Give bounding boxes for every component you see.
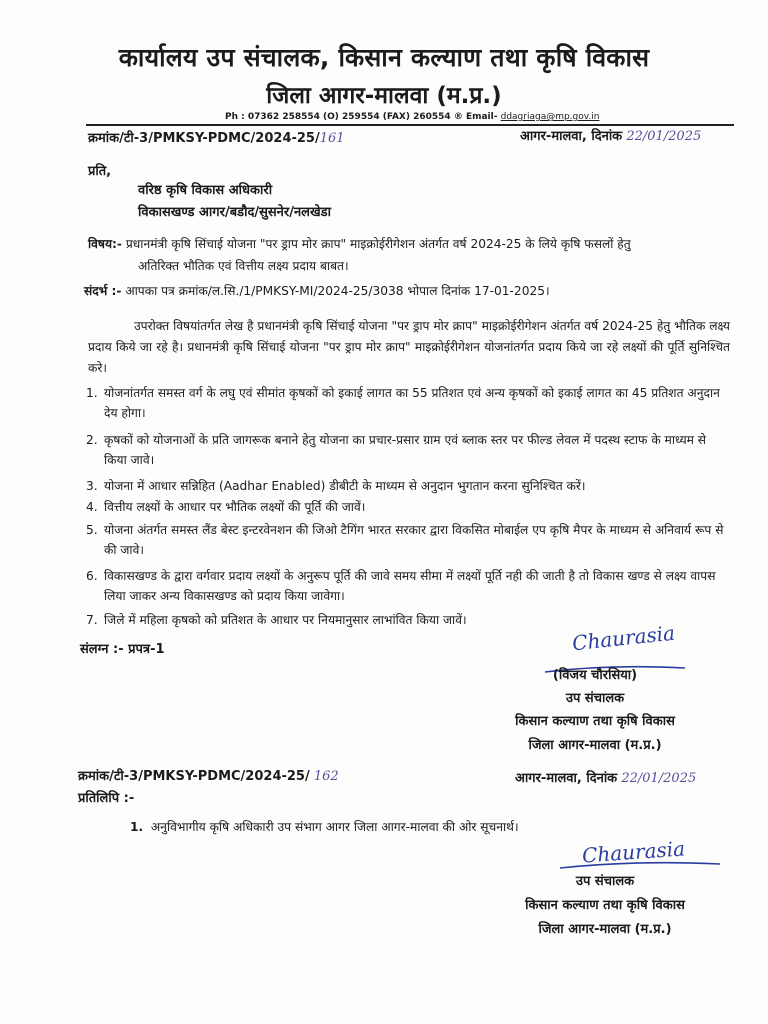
copy-ref-number: क्रमांक/टी-3/PMKSY-PDMC/2024-25/ <box>78 769 310 784</box>
list-item-text: योजना में आधार सन्निहित (Aadhar Enabled) डीबीटी के माध्यम से अनुदान भुगतान करना सुनिश्चित करें। <box>104 479 586 493</box>
signatory-name: (विजय चौरसिया) <box>552 668 638 683</box>
letter-date-handwritten: 22/01/2025 <box>626 129 702 144</box>
office-heading: कार्यालय उप संचालक, किसान कल्याण तथा कृषि विकास <box>118 43 650 72</box>
signatory-designation: उप संचालक <box>565 691 625 706</box>
subject-label: विषय:- <box>88 237 122 251</box>
copy-item-text: अनुविभागीय कृषि अधिकारी उप संभाग आगर जिला आगर-मालवा की ओर सूचनार्थ। <box>150 820 519 834</box>
header-divider <box>86 124 734 126</box>
signatory-office: किसान कल्याण तथा कृषि विकास <box>515 714 675 729</box>
list-item-number: 3. <box>86 479 98 493</box>
recipient-line-2: विकासखण्ड आगर/बडौद/सुसनेर/नलखेडा <box>138 205 331 220</box>
to-label: प्रति, <box>88 164 112 179</box>
copy-signatory-office: किसान कल्याण तथा कृषि विकास <box>525 898 685 913</box>
reference-label: संदर्भ :- <box>84 284 122 298</box>
copy-place-date: आगर-मालवा, दिनांक <box>515 771 618 786</box>
list-item-number: 5. <box>86 523 98 537</box>
reference-text: आपका पत्र क्रमांक/ल.सि./1/PMKSY-MI/2024-25/3038 भोपाल दिनांक 17-01-2025। <box>125 284 550 298</box>
list-item <box>86 497 730 517</box>
list-item-text: जिले में महिला कृषको को प्रतिशत के आधार पर नियमानुसार लाभांवित किया जावें। <box>104 613 467 627</box>
signature-2: Chaurasia <box>581 836 686 868</box>
copy-ref-handwritten: 162 <box>313 769 339 784</box>
list-item <box>86 383 730 423</box>
list-item-number: 4. <box>86 500 98 514</box>
letter-ref-number: क्रमांक/टी-3/PMKSY-PDMC/2024-25/ <box>88 131 320 146</box>
copy-signatory-district: जिला आगर-मालवा (म.प्र.) <box>538 922 672 937</box>
list-item-number: 2. <box>86 433 98 447</box>
copy-item <box>130 817 519 838</box>
subject-line-1: प्रधानमंत्री कृषि सिंचाई योजना "पर ड्राप मोर क्राप" माइक्रोईरीगेशन अंतर्गत वर्ष 2024-25 के लिये कृषि फसलों हेतु <box>125 237 631 251</box>
list-item-text: योजना अंतर्गत समस्त लैंड बेस्ट इन्टरवेनशन की जिओ टैगिंग भारत सरकार द्वारा विकसित मोबाईल एप कृषि मैपर के माध्यम से अनिवार्य रूप से की जावे। <box>104 523 724 557</box>
list-item <box>86 520 730 560</box>
contact-email: ddagriaga@mp.gov.in <box>500 112 600 122</box>
district-heading: जिला आगर-मालवा (म.प्र.) <box>266 83 502 109</box>
list-item-number: 6. <box>86 569 98 583</box>
body-paragraph: उपरोक्त विषयांतर्गत लेख है प्रधानमंत्री कृषि सिंचाई योजना "पर ड्राप मोर क्राप" माइक्रोईरीगेशन अंतर्गत वर्ष 2024-25 हेतु भौतिक लक्ष्य प्रदाय किये जा रहे है। प्रधानमंत्री कृषि सिंचाई योजना "पर ड्राप मोर क्राप" माइक्रोईरीगेशन योजनांतर्गत प्रदाय किये जा रहे लक्ष्यों की पूर्ति सुनिश्चित करे। <box>88 319 730 375</box>
list-item-text: विकासखण्ड के द्वारा वर्गवार प्रदाय लक्ष्यों के अनुरूप पूर्ति की जावे समय सीमा में लक्ष्यों पूर्ति नही की जाती है तो विकास खण्ड से लक्ष्य वापस लिया जाकर अन्य विकासखण्ड को प्रदाय किया जावेगा। <box>104 569 716 603</box>
letter-date <box>520 128 701 146</box>
letter-place-date: आगर-मालवा, दिनांक <box>520 129 623 144</box>
copy-date-handwritten: 22/01/2025 <box>621 771 697 786</box>
subject <box>88 234 738 255</box>
list-item-text: योजनांतर्गत समस्त वर्ग के लघु एवं सीमांत कृषकों को इकाई लागत का 55 प्रतिशत एवं अन्य कृषकों को इकाई लागत का 45 प्रतिशत अनुदान देय होगा। <box>104 386 720 420</box>
signature-1: Chaurasia <box>571 620 677 656</box>
list-item-text: वित्तीय लक्ष्यों के आधार पर भौतिक लक्ष्यों की पूर्ति की जावें। <box>104 500 366 514</box>
list-item-number: 1. <box>86 386 98 400</box>
list-item <box>86 476 730 496</box>
contact-line <box>225 112 599 122</box>
copy-date <box>515 770 696 788</box>
letter-ref <box>88 130 345 148</box>
copy-ref <box>78 768 339 786</box>
letter-ref-handwritten: 161 <box>319 131 345 146</box>
recipient-line-1: वरिष्ठ कृषि विकास अधिकारी <box>138 183 273 198</box>
copy-label: प्रतिलिपि :- <box>78 791 135 806</box>
list-item-text: कृषकों को योजनाओं के प्रति जागरूक बनाने हेतु योजना का प्रचार-प्रसार ग्राम एवं ब्लाक स्तर पर फील्ड लेवल में पदस्थ स्टाफ के माध्यम से किया जावे। <box>104 433 707 467</box>
contact-phones: Ph : 07362 258554 (O) 259554 (FAX) 260554 ® Email- <box>225 112 498 122</box>
list-item <box>86 430 730 470</box>
copy-signatory-designation: उप संचालक <box>575 874 635 889</box>
list-item <box>86 566 730 606</box>
signatory-district: जिला आगर-मालवा (म.प्र.) <box>528 738 662 753</box>
reference <box>84 281 550 302</box>
enclosure: संलग्न :- प्रपत्र-1 <box>80 642 165 657</box>
copy-item-number: 1. <box>130 820 144 834</box>
list-item-number: 7. <box>86 613 98 627</box>
subject-line-2: अतिरिक्त भौतिक एवं वित्तीय लक्ष्य प्रदाय बाबत। <box>138 259 349 273</box>
